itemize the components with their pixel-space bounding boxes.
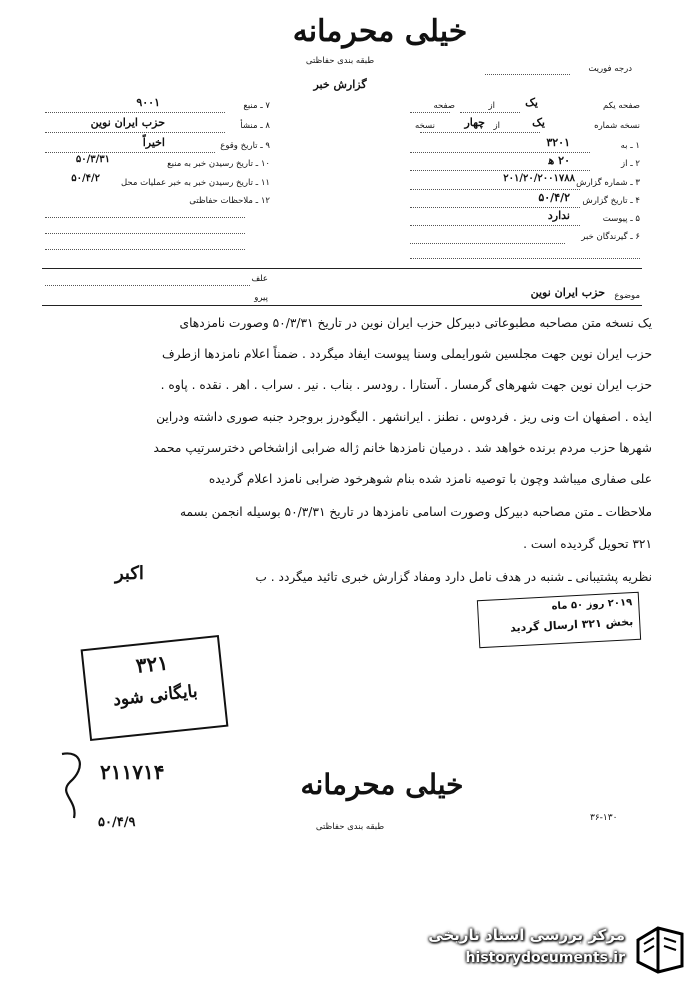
handwritten-date: ۵۰/۴/۹: [98, 815, 136, 830]
separator-line: [42, 268, 642, 269]
body-line: ایذه . اصفهان ات ونی ریز . فردوس . نطنز . ایرانشهر . الیگودرز بروجرد جنبه صوری داشته ودراین: [156, 410, 652, 424]
body-line: حزب ایران نوین جهت شهرهای گرمسار . آستارا . رودسر . بناب . نیر . سراب . اهر . نقده . پاوه .: [160, 378, 652, 392]
field-label: ۸ ـ منشأ: [240, 121, 270, 131]
field-suffix: نسخه: [415, 121, 435, 131]
field-label: ۷ ـ منبع: [243, 101, 270, 111]
body-line: ملاحظات ـ متن مصاحبه دبیرکل وصورت اسامی نامزدها در تاریخ ۵۰/۳/۳۱ بوسیله انجمن بسمه: [179, 505, 652, 519]
dots: [420, 132, 540, 133]
body-line: نظریه پشتیبانی ـ شنبه در هدف نامل دارد ومفاد گزارش خبری تائید میگردد . ب: [255, 570, 652, 584]
subject-label: موضوع: [614, 291, 640, 301]
field-value: ۵۰/۴/۲: [71, 173, 100, 184]
dots: [410, 152, 590, 153]
field-label: ۵ ـ پیوست: [602, 214, 640, 224]
dots: [410, 170, 590, 171]
field-label: ۱۲ ـ ملاحظات حفاظتی: [189, 196, 270, 206]
field-label: ۱ ـ به: [620, 141, 640, 151]
field-label: نسخه شماره: [594, 121, 640, 131]
watermark-text-2: historydocuments.ir: [465, 950, 625, 966]
field-value: ندارد: [547, 209, 570, 222]
field-label: صفحه یکم: [603, 101, 640, 111]
field-label: ۲ ـ از: [621, 159, 640, 169]
field-value: ۹۰۰۱: [136, 96, 160, 109]
routing-stamp: [477, 592, 641, 648]
dots: [410, 225, 580, 226]
routing-stamp-line2: بخش ۳۲۱ ارسال گردید: [509, 615, 634, 635]
classification-subtitle-top: طبقه بندی حفاظتی: [305, 56, 375, 66]
field-value: ۵۰/۴/۲: [538, 191, 570, 204]
field-value: یک: [532, 116, 545, 129]
field-value: یک: [525, 96, 538, 109]
dots: [410, 112, 450, 113]
body-line: ۳۲۱ تحویل گردیده است .: [523, 537, 652, 551]
archive-stamp-number: ۳۲۱: [134, 650, 170, 678]
degree-dots: [485, 74, 570, 75]
field-label: ۹ ـ تاریخ وقوع: [220, 141, 270, 151]
field-value: چهار: [464, 116, 485, 129]
routing-stamp-line1: ۲۰۱۹ روز ۵۰ ماه: [551, 597, 633, 613]
classification-subtitle-bottom: طبقه بندی حفاظتی: [315, 822, 385, 832]
body-line: شهرها حزب مردم برنده خواهد شد . درمیان نامزدها خانم ژاله ضرابی ازاشخاص دخترسرتیپ محمد: [153, 441, 652, 455]
body-line: علی صفاری میباشد وچون با توصیه نامزد شده بنام شوهرخود ضرابی نامزد اعلام گردیده: [208, 472, 652, 486]
field-label: ۶ ـ گیرندگان خبر: [581, 232, 640, 242]
field-label: ۱۱ ـ تاریخ رسیدن خبر به خبر عملیات محل: [120, 178, 270, 188]
dots: [410, 189, 580, 190]
dots: [45, 152, 215, 153]
field-value: ۲۰۱/۲۰/۲۰۰۱۷۸۸: [503, 173, 575, 184]
dots: [410, 258, 640, 259]
archive-stamp: [81, 635, 229, 741]
dots: [45, 217, 245, 218]
body-line: یک نسخه متن مصاحبه مطبوعاتی دبیرکل حزب ایران نوین در تاریخ ۵۰/۳/۳۱ وصورت نامزدهای: [179, 316, 652, 330]
handwritten-number: ۲۱۱۷۱۴: [100, 760, 165, 784]
field-value: ۵۰/۳/۳۱: [75, 154, 110, 165]
classification-bottom: خیلی محرمانه: [300, 768, 464, 801]
separator-line: [42, 305, 642, 306]
dots: [410, 243, 565, 244]
archive-stamp-text: بایگانی شود: [112, 681, 199, 711]
dots: [45, 112, 225, 113]
classification-top: خیلی محرمانه: [292, 14, 468, 49]
body-line: حزب ایران نوین جهت مجلسین شورایملی وسنا پیوست ایفاد میگردد . ضمناً اعلام نامزدها ازطرف: [162, 347, 652, 361]
field-mid: از: [488, 101, 495, 111]
field-label: ۳ ـ شماره گزارش: [576, 178, 640, 188]
dots: [45, 233, 245, 234]
field-mid: از: [493, 121, 500, 131]
side-note-b: پیرو: [254, 293, 268, 303]
dots: [45, 249, 245, 250]
field-value: اخیراً: [142, 136, 165, 149]
field-value: حزب ایران نوین: [90, 116, 165, 129]
handwriting-mark: [52, 748, 92, 823]
field-value: ۲۰ ه‍: [548, 154, 570, 167]
dots: [460, 112, 520, 113]
field-label: ۱۰ ـ تاریخ رسیدن خبر به منبع: [167, 159, 270, 169]
dots: [45, 285, 250, 286]
side-note-a: علف: [251, 274, 268, 284]
field-value: ۳۲۰۱: [546, 136, 570, 149]
dots: [410, 207, 580, 208]
signature-mark: اکبر: [115, 563, 144, 584]
subject-value: حزب ایران نوین: [530, 286, 605, 299]
form-code: ۳۶-۱۳۰: [590, 813, 618, 823]
degree-label: درجه فوریت: [588, 64, 632, 74]
field-suffix: صفحه: [433, 101, 455, 111]
report-title: گزارش خبر: [313, 78, 367, 91]
dots: [45, 132, 225, 133]
watermark-logo-icon: [630, 920, 690, 975]
field-label: ۴ ـ تاریخ گزارش: [582, 196, 640, 206]
watermark-text-1: مرکز بررسی اسناد تاریخی: [428, 926, 625, 944]
